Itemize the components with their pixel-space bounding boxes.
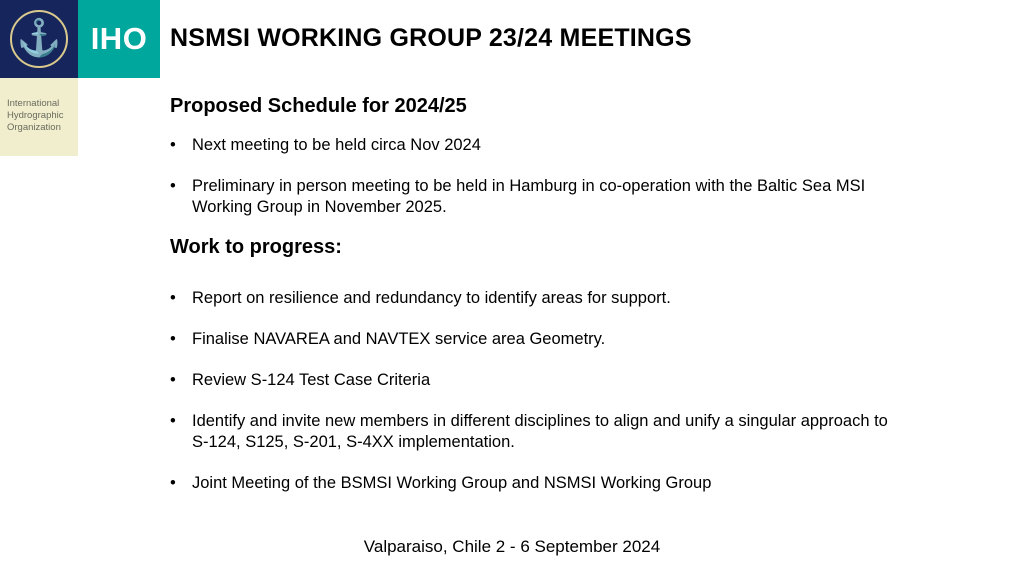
bullet-text: Report on resilience and redundancy to identify areas for support.: [192, 289, 671, 307]
bullet-marker: [170, 411, 192, 453]
slide-footer: Valparaiso, Chile 2 - 6 September 2024: [363, 537, 661, 556]
bullet-marker: [170, 473, 192, 494]
schedule-bullet: [170, 135, 890, 156]
work-bullet: [170, 370, 890, 391]
bullet-text: Preliminary in person meeting to be held in Hamburg in co-operation with the Baltic Sea MSI Working Group in November 2025.: [192, 177, 866, 216]
work-bullet: [170, 288, 890, 309]
bullet-text: Review S-124 Test Case Criteria: [192, 371, 431, 389]
bullet-marker: [170, 288, 192, 309]
schedule-heading: Proposed Schedule for 2024/25: [170, 95, 467, 117]
work-bullet: [170, 329, 890, 350]
bullet-text: Identify and invite new members in different disciplines to align and unify a singular approach to S-124, S125, S-201, S-4XX implementation.: [192, 412, 888, 451]
bullet-text: Joint Meeting of the BSMSI Working Group and NSMSI Working Group: [192, 474, 712, 492]
work-bullet: [170, 411, 890, 453]
emblem-ring: [10, 10, 68, 68]
bullet-text: Next meeting to be held circa Nov 2024: [192, 136, 481, 154]
slide-title: NSMSI WORKING GROUP 23/24 MEETINGS: [170, 24, 692, 52]
bullet-text: Finalise NAVAREA and NAVTEX service area Geometry.: [192, 330, 606, 348]
iho-logo-text: IHO: [78, 0, 160, 78]
schedule-bullet: [170, 176, 890, 218]
bullet-marker: [170, 176, 192, 218]
work-bullet: [170, 473, 890, 494]
bullet-marker: [170, 370, 192, 391]
anchor-icon: ⚓: [16, 17, 62, 58]
org-name-label: International Hydrographic Organization: [0, 78, 78, 156]
iho-emblem-tile: [0, 0, 78, 78]
bullet-marker: [170, 329, 192, 350]
bullet-marker: [170, 135, 192, 156]
work-heading: Work to progress:: [170, 236, 342, 258]
